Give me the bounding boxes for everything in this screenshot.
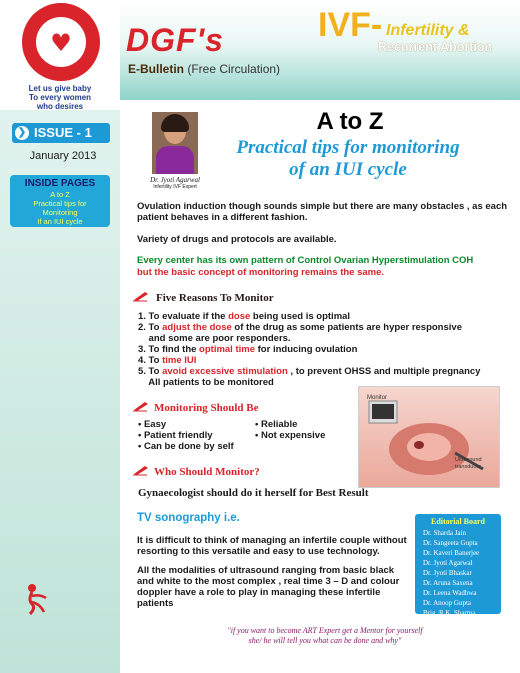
list-item: Dr. Kaveri Banerjee <box>423 549 480 557</box>
tagline-line: Let us give baby <box>28 84 92 93</box>
list-item: Dr. Leena Wadhwa <box>423 589 477 597</box>
mentor-quote: "if you want to become ART Expert get a Mentor for yourself <box>227 626 423 635</box>
ultrasound-illustration <box>359 387 499 487</box>
list-item: 3. To find the optimal time for inducing ovulation <box>138 344 358 355</box>
list-item: Dr. Jyoti Bhaskar <box>423 569 472 577</box>
list-item: Dr. Sharda Jain <box>423 529 466 537</box>
list-item: • Not expensive <box>255 430 326 441</box>
who-monitor-text: Gynaecologist should do it herself for Best Result <box>138 487 369 499</box>
article-title-line2: of an IUI cycle <box>289 159 407 180</box>
article-title-line1: Practical tips for monitoring <box>236 137 460 158</box>
inside-pages-item[interactable]: Monitoring <box>42 208 78 217</box>
list-item: 2. To adjust the dose of the drug as some patients are hyper responsive <box>138 322 462 333</box>
issue-badge <box>12 123 110 143</box>
ebulletin-label <box>128 62 280 76</box>
author-role: Infertility IVF Expert <box>153 184 197 190</box>
tv-paragraph: All the modalities of ultrasound ranging from basic black and white to the most complex , real time 3 – D and colour doppler have a role to play in managing these infertile patients <box>137 565 400 609</box>
tagline <box>2 84 118 111</box>
coh-line: but the basic concept of monitoring remains the same. <box>137 267 385 278</box>
list-item: Dr. Anoop Gupta <box>423 599 472 607</box>
five-reasons-heading: Five Reasons To Monitor <box>156 292 274 304</box>
forum-logo: ♥ <box>22 3 100 81</box>
inside-pages-item[interactable]: If an IUI cycle <box>37 217 83 226</box>
list-item: Dr. Aruna Saxena <box>423 579 473 587</box>
figure-label: Monitor <box>367 395 388 401</box>
issue-date: January 2013 <box>29 150 97 162</box>
monitoring-list-left <box>138 419 258 452</box>
monitoring-list-right <box>255 419 375 441</box>
dgf-title: DGF's <box>126 22 224 58</box>
pen-icon <box>133 290 149 302</box>
monitoring-heading: Monitoring Should Be <box>154 402 259 414</box>
tv-paragraph: It is difficult to think of managing an infertile couple without resorting to this versatile and easy to use technology. <box>137 535 407 557</box>
free-circulation-text: (Free Circulation) <box>187 62 281 76</box>
inside-pages-box[interactable] <box>10 175 110 227</box>
figure-label: Ultrasound transducer <box>455 457 482 470</box>
tv-sonography-heading: TV sonography i.e. <box>137 512 240 524</box>
chevron-right-icon: ❯ <box>15 126 29 140</box>
who-monitor-heading: Who Should Monitor? <box>154 466 260 478</box>
issue-label: ISSUE - 1 <box>34 125 92 140</box>
list-item: • Can be done by self <box>138 441 234 452</box>
list-item: • Reliable <box>255 419 298 430</box>
list-item: 1. To evaluate if the dose being used is optimal <box>138 311 351 322</box>
list-item: • Easy <box>138 419 167 430</box>
list-item: Brig. R.K. Sharma <box>423 609 476 617</box>
list-item: Dr. Jyoti Agarwal <box>423 559 473 567</box>
list-item: • Patient friendly <box>138 430 213 441</box>
inside-pages-item[interactable]: Practical tips for <box>33 199 87 208</box>
infertility-title: Infertility & <box>386 22 470 39</box>
intro-paragraph: Variety of drugs and protocols are available. <box>137 234 337 245</box>
inside-pages-title: INSIDE PAGES <box>24 178 96 189</box>
list-item: and some are poor responders. <box>138 333 291 344</box>
mascot-icon <box>22 582 50 616</box>
list-item: Dr. Sangeeta Gupta <box>423 539 478 547</box>
inside-pages-item[interactable]: A to Z <box>50 190 70 199</box>
mentor-quote: she/ he will tell you what can be done and why" <box>248 636 402 645</box>
list-item: All patients to be monitored <box>138 377 274 388</box>
ivf-title: IVF- <box>318 6 383 44</box>
author-name: Dr. Jyoti Agarwal <box>150 176 200 184</box>
author-photo <box>152 112 198 174</box>
ultrasound-figure <box>358 386 500 488</box>
intro-paragraph: Ovulation induction though sounds simple but there are many obstacles , as each patient behaves in a different fashion. <box>137 201 508 223</box>
inside-pages-list <box>10 190 110 226</box>
tagline-line: who desires <box>36 102 84 111</box>
ebulletin-text: E-Bulletin <box>128 62 184 76</box>
five-reasons-list <box>138 311 518 388</box>
editorial-board <box>415 514 501 617</box>
list-item: 5. To avoid excessive stimulation , to prevent OHSS and multiple pregnancy <box>138 366 481 377</box>
editorial-board-title: Editorial Board <box>430 517 485 526</box>
list-item: 4. To time IUI <box>138 355 197 366</box>
editorial-board-list <box>423 528 479 618</box>
article-heading: A to Z <box>316 108 384 135</box>
pen-icon <box>133 464 149 476</box>
pen-icon <box>133 400 149 412</box>
coh-line: Every center has its own pattern of Control Ovarian Hyperstimulation COH <box>137 255 474 266</box>
recurrent-abortion-title: Recurrent Abortion <box>378 40 493 54</box>
tagline-line: To every women <box>28 93 92 102</box>
